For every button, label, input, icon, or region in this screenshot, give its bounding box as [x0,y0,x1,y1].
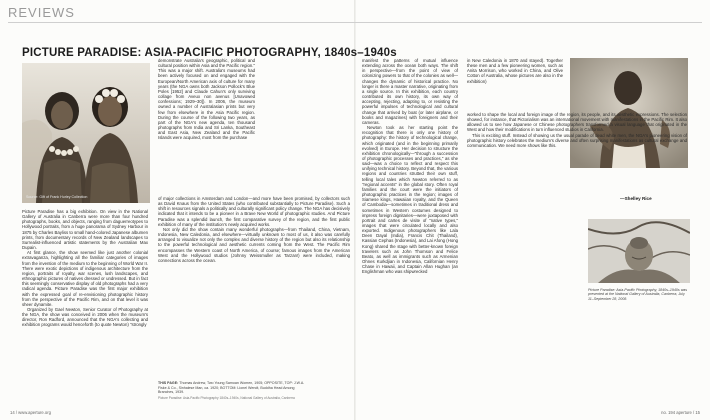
exhibition-note: Picture Paradise: Asia-Pacific Photography, 1840s–1940s was presented at the National Gallery of Australia, Canberra, July 11–September 28, 2008. [588,288,688,301]
footer-right: no. 194 aperture / 15 [661,410,700,415]
author-signature: —Shelley Rice [620,196,652,201]
buddha-head-photo [588,219,690,283]
caption-text: Thomas Andrew, Two Young Samoan Women, 1905; OPPOSITE, TOP: J.W.A. Fiske & Co., Sinhalese Man, ca. 1920; BOTTOM: Lionel Wendt, Buddha Head Among Branches, 1939. [158,381,305,394]
article-column-4-continued [467,112,687,194]
paragraph: At first glance, the show seemed like just another colonial extravaganza, highlighting all the familiar categories of images from the invention of the medium to the beginning of World War II. There were exotic depictions of indigenous architecture from the region, portraits of royalty, war scenes, lush landscapes, and ethnographic pictures of natives dressed or undressed. But in fact this seemingly conservative display of old photographs had a very radical agenda. Picture Paradise was the first major exhibition with the expressed goal of re-envisioning photographic history from the perspective of the Pacific Rim, and on that level it was sheer dynamite. [22,250,148,307]
article-column-2 [158,58,255,196]
article-column-3 [362,58,458,388]
paragraph: in New Caledonia in 1870 and stayed). Together these men and a few pioneering women, such as Anita Morrison, who worked in China, and Olive Cotton of Australia, whose pictures are also in the exhibition) [467,58,563,84]
article-column-1 [22,209,148,405]
paragraph: worked to shape the local and foreign image of the region, its people, and its aesthetic expressions. The selection showed, for instance, that Pictorialism was an international movement with manifestations in the Pacific Rim. It also allowed us to see how Japanese or Chinese photographers transformed a visual language that originated in the West and how their modifications in turn influenced studios in California. [467,112,687,133]
article-column-4 [467,58,563,108]
paragraph: This is exciting stuff. Instead of showing us the usual parade of dead white men, the NGA's pioneering vision of photographic history celebrates the medium's diverse and often surprising manifestations as cultural exchange and communication. We need more shows like this. [467,132,687,148]
reprint-note: Picture Paradise: Asia-Pacific Photography 1840s–1940s, National Gallery of Australia, Canberra [158,396,295,400]
caption-label: THIS PAGE: [158,381,179,385]
section-rule [8,22,702,23]
paragraph: Not only did the show contain many wonderful photographs—from Thailand, China, Vietnam, Indonesia, New Caledonia, and elsewhere—virtually unknown to most of us, it also was carefully arranged to visualize not only the complex and diverse history of the region but also its relationship to the powerful technological and aesthetic currents coming from the West. The Pacific Rim encompasses the Western coast of North America, of course; famous images from the American West and the Hollywood studios (Johnny Weissmuller as Tarzan!) were included, making connections across the ocean. [158,226,350,263]
paragraph: of major collections in Amsterdam and London—and more have been promised, by collectors such as David Knaus from the United States (who contributed substantially to Picture Paradise). Such a shift in resources signals a politically and culturally significant policy change. The NGA has decisively indicated that it intends to be a pioneer in a Brave New World of photographic studies. And Picture Paradise was a splendid launch, the first comparative survey of the region, and the first public exhibition of many of the institution's newly acquired works. [158,196,350,227]
paragraph: demonstrate Australia's geographic, political and cultural position within Asia and the Pacific region." This was a major shift. Australia's museums had been actively focused on and engaged with the European/North American axis of culture for many years (the NGA owns both Jackson Pollock's Blue Poles [1952] and Claude Cahun's only surviving collage from Aveux non avenus [Unavowed confessions; 1929–30]). In 2006, the museum owned a number of Australasian prints but very few from elsewhere in the Asia Pacific region. During the course of the following two years, as part of the NGA's new agenda, ten thousand photographs from India and Sri Lanka, Southeast and East Asia, New Zealand and the Pacific Islands were acquired, most from the purchase [158,58,255,141]
photo-credit: Source: Gift of Frank Hurley Collection [26,195,88,199]
samoan-women-photo [22,63,150,203]
page-gutter [354,0,356,420]
paragraph: Newton took as her starting point the recognition that there is only one history of photography: the history of technological change, which originated (and in the beginning primarily evolved) in Europe. Her decision to structure the exhibition chronologically—"through a succession of photographic processes and practices," as she said—was a choice to reflect and respect this unifying technical history. Beyond that, the various regions and countries strutted their own stuff, telling local tales which Newton referred to as "regional accents" in the global story. Often royal families and the court were the initiators of photographic practices in the region; images of Siamese kings, Hawaiian royalty, and the Queen of Cambodia—sometimes in traditional dress and sometimes in Western costumes designed to impress foreign dignitaries—were juxtaposed with portrait and cartes de visite of "native types," images that were circulated locally and also exported. Indigenous photographers like Lala Deen Dayal (India), Francis Chit (Thailand), Kassian Cephas (Indonesia), and Lai Afong (Hong Kong) shared the stage with better-known foreign travelers such as John Thomson and Felice Beato, as well as immigrants such as Armenian Ohnes Kurkdjian in Indonesia, Californian Henry Chase in Hawaii, and Captain Allan Hughan (an Englishman who was shipwrecked [362,125,458,275]
paragraph: Organized by Gael Newton, Senior Curator of Photography at the NGA, the show was conceived in 2006 when the museum's director, Ron Radford, announced that the NGA's collecting and exhibition programs would henceforth (to quote Newton) "strongly [22,306,148,328]
section-title: REVIEWS [8,5,75,20]
article-headline: PICTURE PARADISE: ASIA-PACIFIC PHOTOGRAPHY, 1840s–1940s [22,47,397,59]
photo-caption [158,381,308,395]
article-column-2-continued [158,196,350,380]
paragraph: manifest the patterns of mutual influence extending across the ocean both ways. The shift in perspective—from the point of view of colonizing powers to that of the colonies as well—changes the dynamic of historical practice. No longer is there a master narrative, originating from a single source. In this exhibition, each country contributed its own history, its own way of accepting, rejecting, adapting to, or resisting the powerful impulses of technological and cultural change that arrived by boat (or later airplane, or books and magazines) with foreigners and their cameras. [362,58,458,125]
paragraph: Picture Paradise has a big exhibition. On view in the National Gallery of Australia in Canberra were more than four hundred photographs, books, and objects, ranging from daguerreotypes to Hollywood portraits, from a huge panorama of Sydney Harbour in 1875 by Charles Bayliss to small hand-colored Japanese albumen prints, from documentary records of New Zealand landscapes to Surrealist-influenced artistic statements by the Australian Max Dupain. [22,209,148,251]
footer-left: 14 / www.aperture.org [10,410,51,415]
